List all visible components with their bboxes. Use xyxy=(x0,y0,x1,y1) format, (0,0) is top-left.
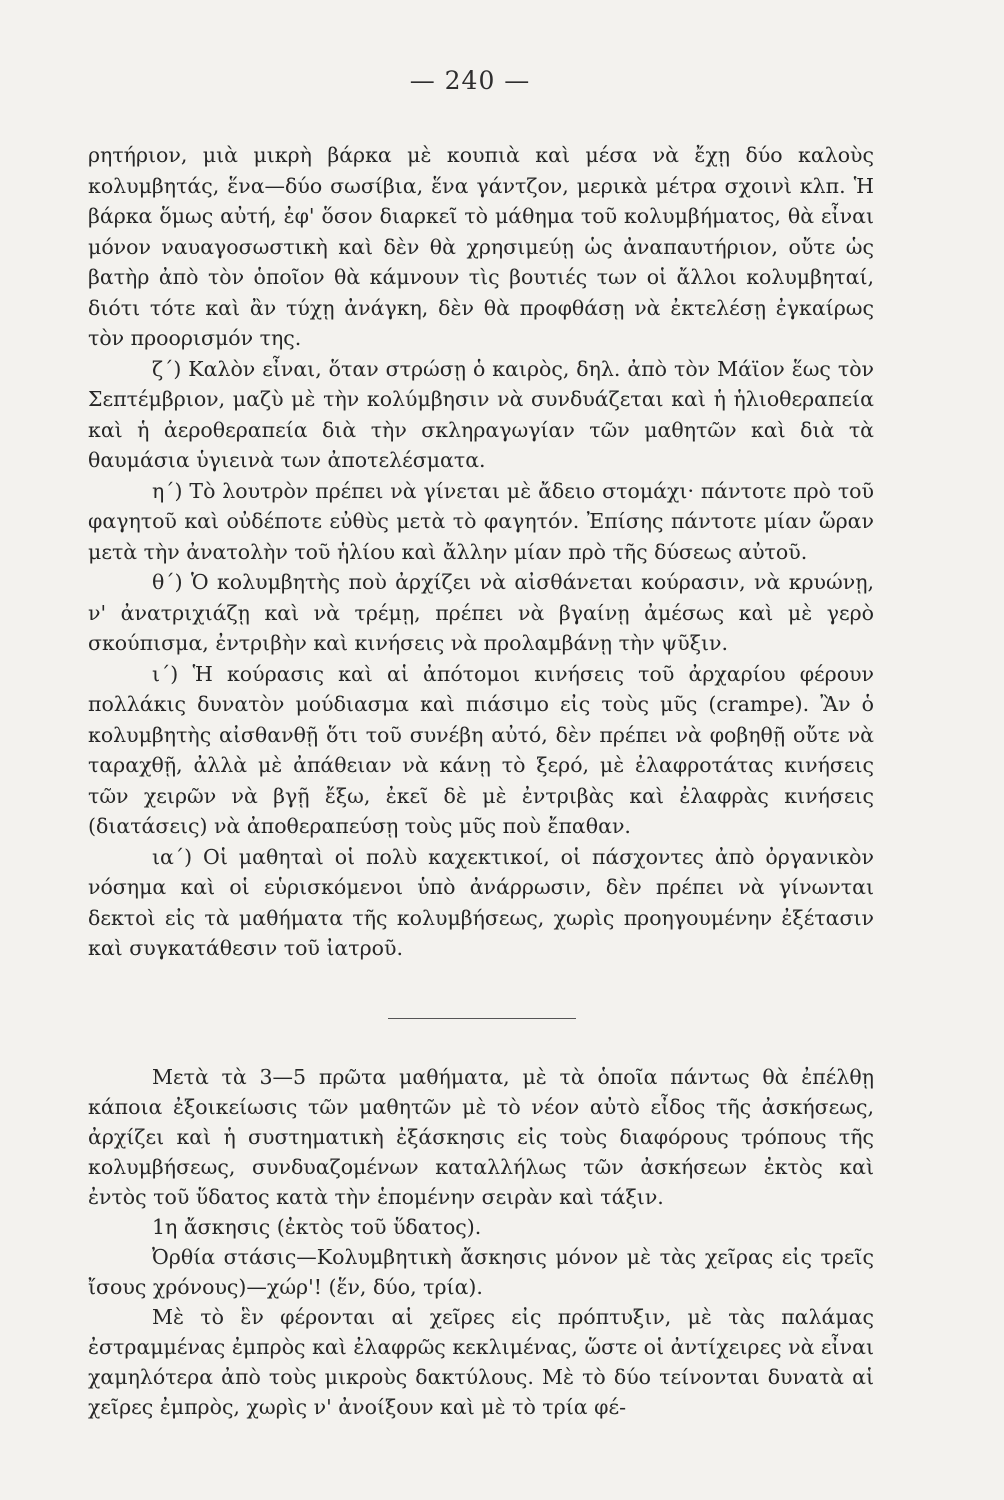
paragraph-rule-iota: ι΄) Ἡ κούρασις καὶ αἱ ἀπότομοι κινήσεις τοῦ ἀρχαρίου φέρουν πολλάκις δυνατὸν μούδιασμα καὶ πιάσιμο εἰς τοὺς μῦς (crampe). Ἂν ὁ κολυμβητὴς αἰσθανθῇ ὅτι τοῦ συνέβη αὐτό, δὲν πρέπει νὰ φοβηθῇ οὔτε νὰ ταραχθῇ, ἀλλὰ μὲ ἀπάθειαν νὰ κάνῃ τὸ ξερό, μὲ ἐλαφροτάτας κινήσεις τῶν χειρῶν νὰ βγῇ ἔξω, ἐκεῖ δὲ μὲ ἐντριβὰς καὶ ἐλαφρὰς κινήσεις (διατάσεις) νὰ ἀποθεραπεύσῃ τοὺς μῦς ποὺ ἔπαθαν. xyxy=(88,661,874,838)
paragraph-exercise-intro: Μετὰ τὰ 3—5 πρῶτα μαθήματα, μὲ τὰ ὁποῖα πάντως θὰ ἐπέλθῃ κάποια ἐξοικείωσις τῶν μαθητῶν μὲ τὸ νέον αὐτὸ εἶδος τῆς ἀσκήσεως, ἀρχίζει καὶ ἡ συστηματικὴ ἐξάσκησις εἰς τοὺς διαφόρους τρόπους τῆς κολυμβήσεως, συνδυαζομένων καταλλήλως τῶν ἀσκήσεων ἐκτὸς καὶ ἐντὸς τοῦ ὕδατος κατὰ τὴν ἑπομένην σειρὰν καὶ τάξιν. xyxy=(88,1065,874,1209)
paragraph-rule-theta: θ΄) Ὁ κολυμβητὴς ποὺ ἀρχίζει νὰ αἰσθάνεται κούρασιν, νὰ κρυώνῃ, ν' ἀνατριχιάζῃ καὶ νὰ τρέμῃ, πρέπει νὰ βγαίνῃ ἀμέσως καὶ μὲ γερὸ σκούπισμα, ἐντριβὴν καὶ κινήσεις νὰ προλαμβάνῃ τὴν ψῦξιν. xyxy=(88,570,874,655)
paragraph-exercise-1-heading: 1η ἄσκησις (ἐκτὸς τοῦ ὕδατος). xyxy=(152,1215,482,1239)
paragraph-exercise-1-stance: Ὀρθία στάσις—Κολυμβητικὴ ἄσκησις μόνον μὲ τὰς χεῖρας εἰς τρεῖς ἴσους χρόνους)—χώρ'! (ἕν, δύο, τρία). xyxy=(88,1245,874,1299)
text-section-safety-rules xyxy=(88,140,874,964)
paragraph-rule-zeta: ζ΄) Καλὸν εἶναι, ὅταν στρώσῃ ὁ καιρὸς, δηλ. ἀπὸ τὸν Μάϊον ἕως τὸν Σεπτέμβριον, μαζὺ μὲ τὴν κολύμβησιν νὰ συνδυάζεται καὶ ἡ ἡλιοθεραπεία καὶ ἡ ἀεροθεραπεία διὰ τὴν σκληραγωγίαν τῶν μαθητῶν καὶ διὰ τὰ θαυμάσια ὑγιεινὰ των ἀποτελέσματα. xyxy=(88,356,874,472)
page-number: — 240 — xyxy=(409,66,531,95)
paragraph-rule-eta: η΄) Τὸ λουτρὸν πρέπει νὰ γίνεται μὲ ἄδειο στομάχι· πάντοτε πρὸ τοῦ φαγητοῦ καὶ οὐδέποτε εὐθὺς μετὰ τὸ φαγητόν. Ἐπίσης πάντοτε μίαν ὥραν μετὰ τὴν ἀνατολὴν τοῦ ἡλίου καὶ ἄλλην μίαν πρὸ τῆς δύσεως αὐτοῦ. xyxy=(88,478,874,564)
text-section-exercises xyxy=(88,1062,874,1422)
paragraph-exercise-1-description: Μὲ τὸ ἓν φέρονται αἱ χεῖρες εἰς πρόπτυξιν, μὲ τὰς παλάμας ἐστραμμένας ἐμπρὸς καὶ ἐλαφρῶς κεκλιμένας, ὥστε οἱ ἀντίχειρες νὰ εἶναι χαμηλότερα ἀπὸ τοὺς μικροὺς δακτύλους. Μὲ τὸ δύο τείνονται δυνατὰ αἱ χεῖρες ἐμπρὸς, χωρὶς ν' ἀνοίξουν καὶ μὲ τὸ τρία φέ- xyxy=(88,1305,874,1419)
section-divider xyxy=(388,1018,576,1019)
paragraph-boat-continuation: ρητήριον, μιὰ μικρὴ βάρκα μὲ κουπιὰ καὶ μέσα νὰ ἔχῃ δύο καλοὺς κολυμβητάς, ἕνα—δύο σωσίβια, ἕνα γάντζον, μερικὰ μέτρα σχοινὶ κλπ. Ἡ βάρκα ὅμως αὐτή, ἐφ' ὅσον διαρκεῖ τὸ μάθημα τοῦ κολυμβήματος, θὰ εἶναι μόνον ναυαγοσωστικὴ καὶ δὲν θὰ χρησιμεύῃ ὡς ἀναπαυτήριον, οὔτε ὡς βατὴρ ἀπὸ τὸν ὁποῖον θὰ κάμνουν τὶς βουτιές των οἱ ἄλλοι κολυμβηταί, διότι τότε καὶ ἂν τύχῃ ἀνάγκη, δὲν θὰ προφθάσῃ νὰ ἐκτελέσῃ ἐγκαίρως τὸν προορισμόν της. xyxy=(88,143,874,350)
paragraph-rule-iota-alpha: ια΄) Οἱ μαθηταὶ οἱ πολὺ καχεκτικοί, οἱ πάσχοντες ἀπὸ ὀργανικὸν νόσημα καὶ οἱ εὑρισκόμενοι ὑπὸ ἀνάρρωσιν, δὲν πρέπει νὰ γίνωνται δεκτοὶ εἰς τὰ μαθήματα τῆς κολυμβήσεως, χωρὶς προηγουμένην ἐξέτασιν καὶ συγκατάθεσιν τοῦ ἰατροῦ. xyxy=(88,844,874,960)
